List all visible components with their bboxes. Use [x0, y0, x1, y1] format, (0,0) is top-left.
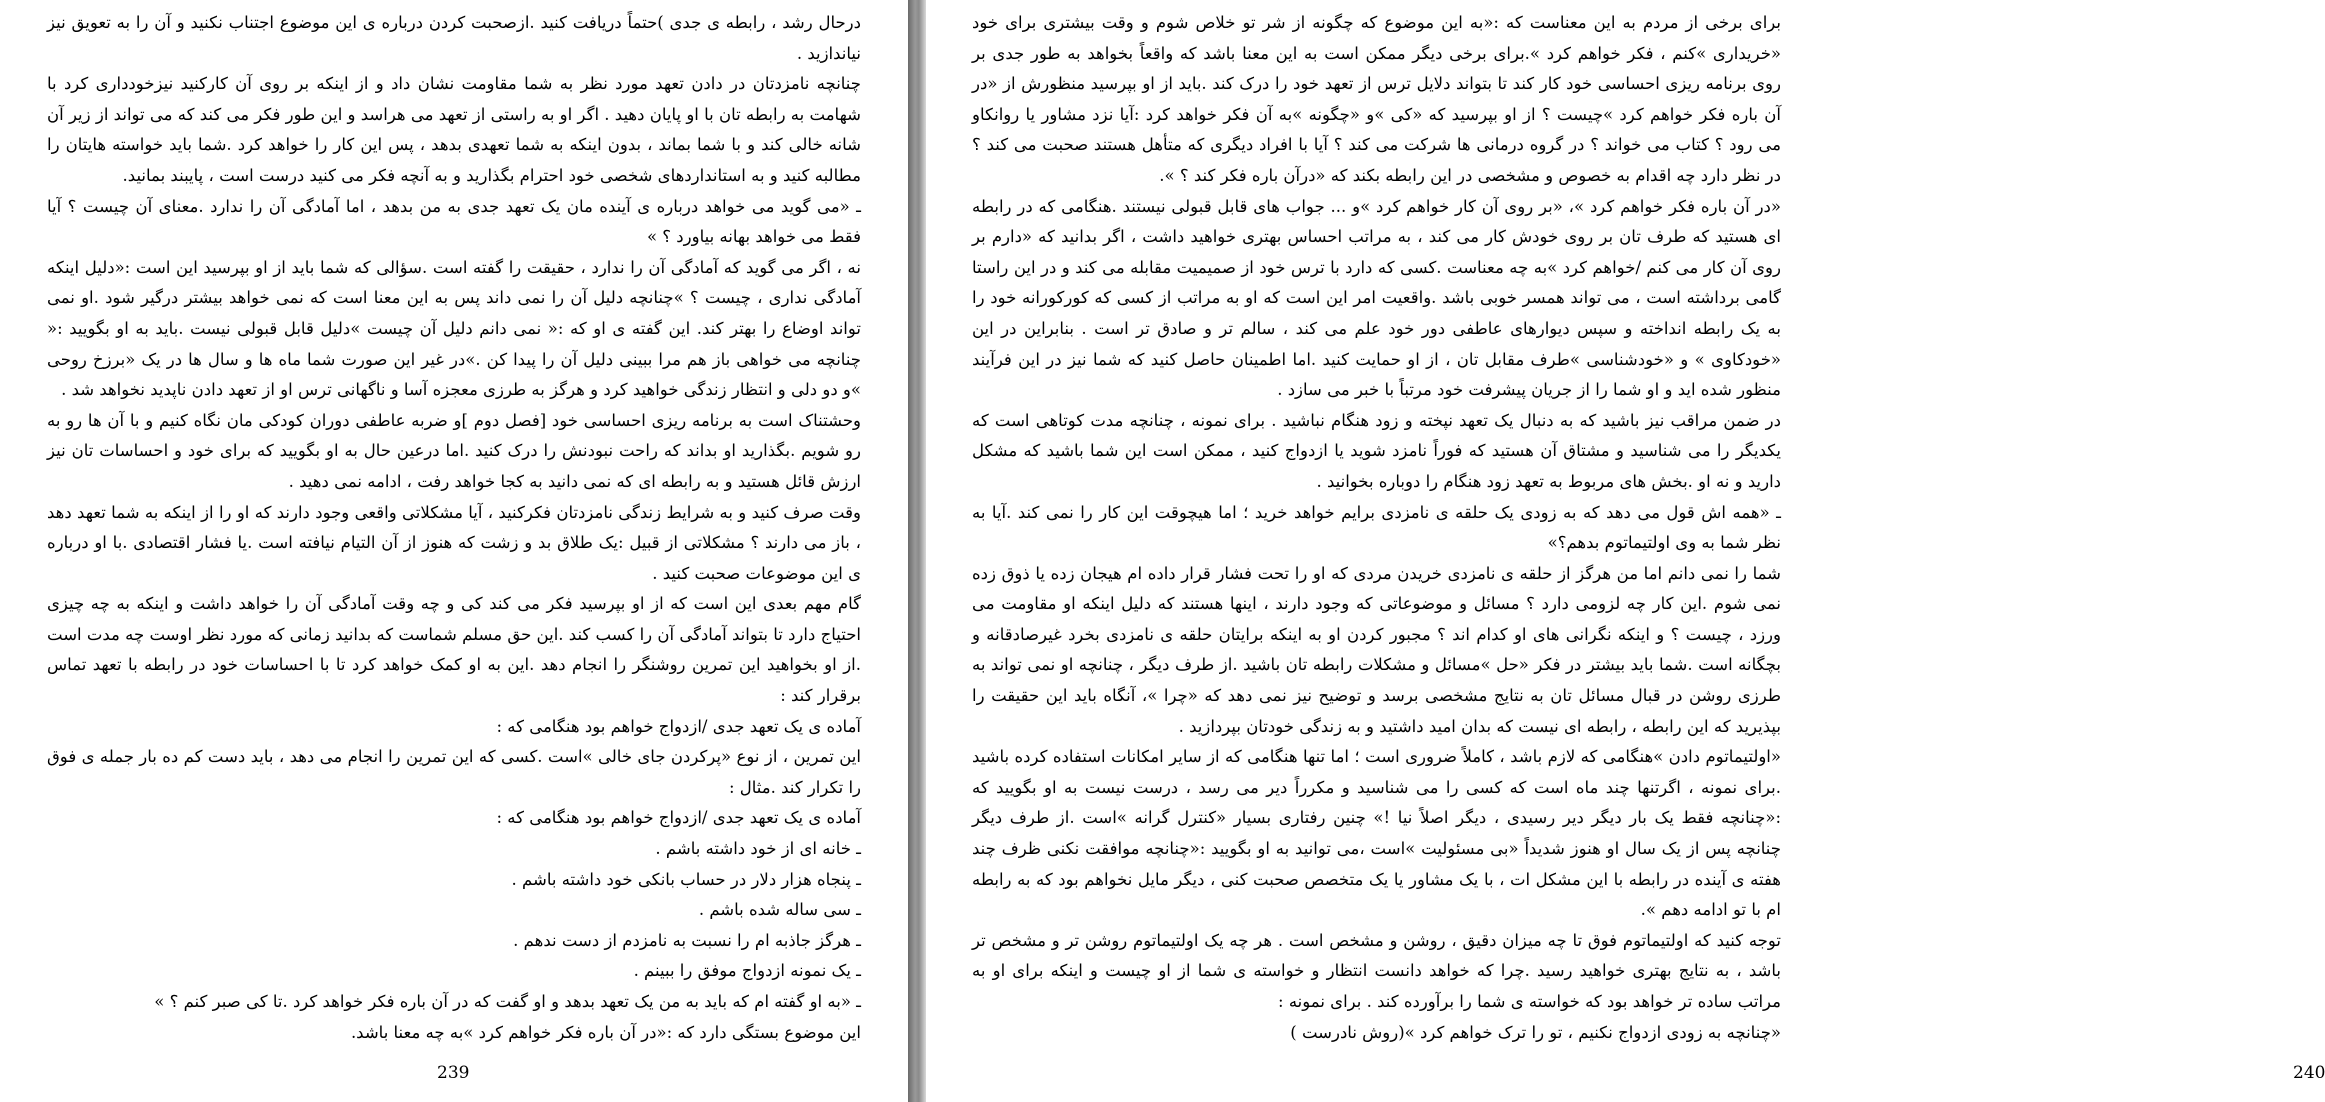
paragraph: وقت صرف کنید و به شرایط زندگی نامزدتان فکرکنید ، آیا مشکلاتی واقعی وجود دارند که او را از اینکه به شما تعهد دهد ، باز می دارند ؟ مشکلاتی از قبیل :یک طلاق بد و زشت که هنوز از آن التیام نیافته است .یا فشار اقتصادی .با او درباره ی این موضوعات صحبت کنید . — [47, 502, 861, 583]
paragraph: ـ «همه اش قول می دهد که به زودی یک حلقه ی نامزدی برایم خواهد خرید ؛ اما هیچوقت این کار را نمی کند .آیا به نظر شما به وی اولتیماتوم بدهم؟» — [972, 502, 1781, 553]
paragraph: گام مهم بعدی این است که از او بپرسید فکر می کند کی و چه وقت آمادگی آن را خواهد داشت و اینکه به چه چیزی احتیاج دارد تا بتواند آمادگی آن را کسب کند .این حق مسلم شماست که بدانید زمانی که مورد نظر اوست چه مدت است .از او بخواهید این تمرین روشنگر را انجام دهد .این به او کمک خواهد کرد تا با احساسات خود در رابطه با تعهد تماس برقرار کند : — [47, 594, 861, 706]
page-number: 240 — [2293, 1063, 2325, 1083]
right-page — [926, 0, 2325, 1102]
page-number: 239 — [437, 1063, 470, 1083]
list-item: ـ یک نمونه ازدواج موفق را ببینم . — [633, 961, 861, 981]
list-item: ـ هرگز جاذبه ام را نسبت به نامزدم از دست ندهم . — [513, 930, 861, 950]
paragraph: «در آن باره فکر خواهم کرد »، «بر روی آن کار خواهم کرد »و ... جواب های قابل قبولی نیستند .هنگامی که در رابطه ای هستید که طرف تان بر روی خودش کار می کند ، به مراتب احساس بهتری خواهید داشت ، اگر بدانید که «دارم بر روی آن کار می کنم /خواهم کرد »به چه معناست .کسی که دارد با ترس خود از صمیمیت مقابله می کند و در این راستا گامی برداشته است ، می تواند همسر خوبی باشد .واقعیت امر این است که او به مراتب از کسی که کورکورانه خود را به یک رابطه انداخته و سپس دیوارهای عاطفی دور خود علم می کند ، سالم تر و صادق تر است . بنابراین در این «خودکاوی » و «خودشناسی »طرف مقابل تان ، از او حمایت کنید .اما اطمینان حاصل کنید که شما نیز در این فرآیند منظور شده اید و او شما را از جریان پیشرفت خود مرتباً با خبر می سازد . — [972, 196, 1781, 400]
paragraph: وحشتناک است به برنامه ریزی احساسی خود [فصل دوم ]و ضربه عاطفی دوران کودکی مان نگاه کنیم و با آن ها رو به رو شویم .بگذارید او بداند که راحت نبودنش را درک کنید .اما درعین حال به او بگویید که برای خود و احساسات تان نیز ارزش قائل هستید و به رابطه ای که نمی دانید به کجا خواهد رفت ، ادامه نمی دهید . — [47, 410, 861, 491]
left-page — [0, 0, 908, 1102]
paragraph: ـ «به او گفته ام که باید به من یک تعهد بدهد و او گفت که در آن باره فکر خواهد کرد .تا کی صبر کنم ؟ » — [154, 992, 861, 1011]
paragraph: آماده ی یک تعهد جدی /ازدواج خواهم بود هنگامی که : — [496, 716, 861, 736]
list-item: ـ سی ساله شده باشم . — [698, 900, 861, 920]
list-item: ـ خانه ای از خود داشته باشم . — [655, 839, 861, 859]
paragraph: این تمرین ، از نوع «پرکردن جای خالی »است .کسی که این تمرین را انجام می دهد ، باید دست کم ده بار جمله ی فوق را تکرار کند .مثال : — [47, 747, 861, 797]
paragraph: در ضمن مراقب نیز باشید که به دنبال یک تعهد نپخته و زود هنگام نباشید . برای نمونه ، چنانچه مدت کوتاهی است که یکدیگر را می شناسید و مشتاق آن هستید که فوراً نامزد شوید یا ازدواج کنید ، ممکن است این شما باشید که مشکل دارید و نه او .بخش های مربوط به تعهد زود هنگام را دوباره بخوانید . — [972, 410, 1781, 491]
paragraph: شما را نمی دانم اما من هرگز از حلقه ی نامزدی خریدن مردی که او را تحت فشار قرار داده ام هیجان زده یا ذوق زده نمی شوم .این کار چه لزومی دارد ؟ مسائل و موضوعاتی که وجود دارند ، اینها هستند که دلیل اینکه او مقاومت می ورزد ، چیست ؟ و اینکه نگرانی های او کدام اند ؟ مجبور کردن او به اینکه برایتان حلقه ی نامزدی بخرد غیرصادقانه و بچگانه است .شما باید بیشتر در فکر «حل »مسائل و مشکلات رابطه تان باشید .از طرف دیگر ، چنانچه او نمی تواند به طرزی روشن در قبال مسائل تان به نتایج مشخصی برسد و توضیح نیز نمی دهد که «چرا »، آنگاه باید این حقیقت را بپذیرید که این رابطه ، رابطه ای نیست که بدان امید داشتید و به زندگی خودتان بپردازید . — [972, 563, 1781, 736]
paragraph: این موضوع بستگی دارد که :«در آن باره فکر خواهم کرد »به چه معنا باشد. — [350, 1022, 861, 1042]
list-item: ـ پنجاه هزار دلار در حساب بانکی خود داشته باشم . — [511, 869, 861, 889]
paragraph: ـ «می گوید می خواهد درباره ی آینده مان یک تعهد جدی به من بدهد ، اما آمادگی آن را ندارد .معنای آن چیست ؟ آیا فقط می خواهد بهانه بیاورد ؟ » — [47, 196, 861, 247]
paragraph: درحال رشد ، رابطه ی جدی )حتماً دریافت کنید .ازصحبت کردن درباره ی این موضوع اجتناب نکنید و آن را به تعویق نیز نیاندازید . — [47, 13, 861, 63]
right-page-text — [972, 8, 1781, 1048]
paragraph: «اولتیماتوم دادن »هنگامی که لازم باشد ، کاملاً ضروری است ؛ اما تنها هنگامی که از سایر امکانات استفاده کرده باشید .برای نمونه ، اگرتنها چند ماه است که کسی را می شناسید و مکرراً دیر می رسد ، درست نیست به او بگویید که :«چنانچه فقط یک بار دیگر دیر رسیدی ، دیگر اصلاً نیا !» چنین رفتاری بسیار «کنترل گرانه »است .از طرف دیگر چنانچه پس از یک سال او هنوز شدیداً «بی مسئولیت »است ،می توانید به او بگویید :«چنانچه موافقت نکنی ظرف چند هفته ی آینده در رابطه با این مشکل ات ، با یک مشاور یا یک متخصص صحبت کنی ، دیگر مایل نخواهم بود که به رابطه ام با تو ادامه دهم ». — [972, 747, 1781, 920]
left-page-text — [47, 8, 861, 1048]
paragraph: نه ، اگر می گوید که آمادگی آن را ندارد ، حقیقت را گفته است .سؤالی که شما باید از او بپرسید این است :«دلیل اینکه آمادگی نداری ، چیست ؟ »چنانچه دلیل آن را نمی داند پس به این معنا است که نمی خواهد بیشتر درگیر شود .او نمی تواند اوضاع را بهتر کند. این گفته ی او که :« نمی دانم دلیل آن چیست »دلیل قابل قبولی نیست .باید به او بگویید :« چنانچه می خواهی باز هم مرا ببینی دلیل آن را پیدا کن .»در غیر این صورت شما ماه ها و سال ها در یک «برزخ روحی »و دو دلی و انتظار زندگی خواهید کرد و هرگز به طرزی معجزه آسا و ناگهانی ترس او از تعهد دادن ناپدید نخواهد شد . — [47, 257, 862, 400]
paragraph: آماده ی یک تعهد جدی /ازدواج خواهم بود هنگامی که : — [496, 808, 861, 828]
paragraph: «چنانچه به زودی ازدواج نکنیم ، تو را ترک خواهم کرد »(روش نادرست ) — [1290, 1022, 1781, 1042]
paragraph: توجه کنید که اولتیماتوم فوق تا چه میزان دقیق ، روشن و مشخص است . هر چه یک اولتیماتوم روشن تر و مشخص تر باشد ، به نتایج بهتری خواهید رسید .چرا که خواهد دانست انتظار و خواسته ی شما از او چیست و اینکه برای او به مراتب ساده تر خواهد بود که خواسته ی شما را برآورده کند . برای نمونه : — [972, 930, 1781, 1011]
book-gutter — [908, 0, 926, 1102]
paragraph: چنانچه نامزدتان در دادن تعهد مورد نظر به شما مقاومت نشان داد و از اینکه بر روی آن کارکنید نیزخودداری کرد با شهامت به رابطه تان با او پایان دهید . اگر او به راستی از تعهد می هراسد و این طور فکر می کند که می تواند از زیر آن شانه خالی کند و با شما بماند ، بدون اینکه به شما تعهدی بدهد ، پس این کار را خواهد کرد .شما باید خواسته هایتان را مطالبه کنید و به استانداردهای شخصی خود احترام بگذارید و به آنچه فکر می کنید درست است ، پایبند بمانید. — [47, 74, 861, 185]
paragraph: برای برخی از مردم به این معناست که :«به این موضوع که چگونه از شر تو خلاص شوم و وقت بیشتری برای خود «خریداری »کنم ، فکر خواهم کرد ».برای برخی دیگر ممکن است به این معنا باشد که واقعاً بخواهد به طور جدی بر روی برنامه ریزی احساسی خود کار کند تا بتواند دلایل ترس از تعهد خود را درک کند .باید از او بپرسید منظورش از «در آن باره فکر خواهم کرد »چیست ؟ از او بپرسید که «کی »و «چگونه »به آن فکر خواهد کرد :آیا نزد مشاور یا روانکاو می رود ؟ کتاب می خواند ؟ در گروه درمانی ها شرکت می کند ؟ آیا با افراد دیگری که متأهل هستند صحبت می کند ؟ در نظر دارد چه اقدام به خصوص و مشخصی در این رابطه بکند که «درآن باره فکر کند ؟ ». — [972, 13, 1781, 185]
